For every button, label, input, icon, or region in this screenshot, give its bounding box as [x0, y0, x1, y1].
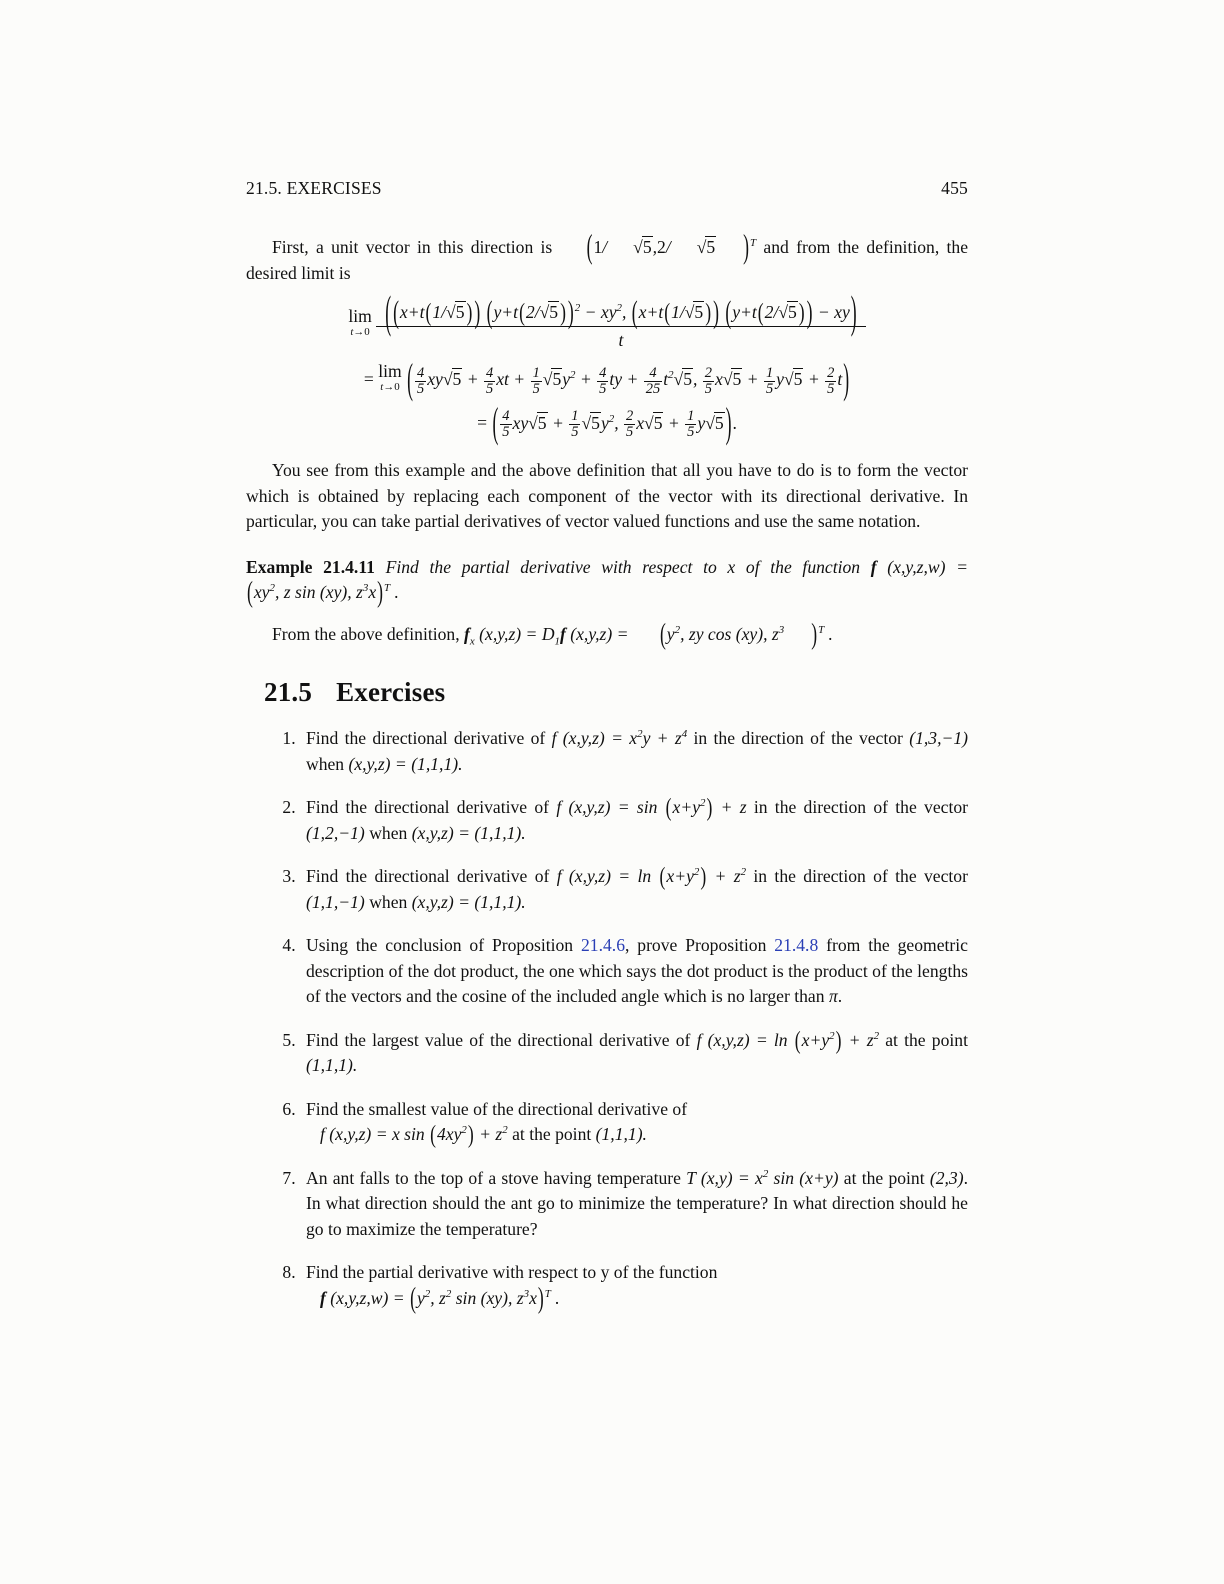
exercise-7-point: (2,3) [929, 1167, 964, 1188]
exercise-1-function: f $(x,y,z) = x^2y + z^4$ [551, 728, 688, 749]
exercise-7-text-b: at the point [843, 1167, 925, 1188]
paragraph-first-unit-vector [246, 227, 969, 286]
exercise-5-point: (1,1,1). [306, 1055, 358, 1076]
exercise-item-2 [300, 792, 968, 846]
exercise-4-text-c: from the geometric description of the dot product, the one which says the dot product is the product of the lengths of the vectors and the cosine of the included angle which is no larger than [306, 935, 968, 1007]
exercise-5-text-b: at the point [885, 1029, 968, 1050]
example-text: Find the partial derivative with respect to x of the function [385, 556, 861, 577]
exercise-2-point: (x,y,z) = (1,1,1). [411, 822, 526, 843]
limit-operator-1: lim t→0 [348, 306, 372, 338]
paragraph-first-text-b: and from the definition, the desired limit is [246, 237, 969, 283]
exercise-1-text-c: when [306, 753, 345, 774]
exercise-3-text-c: when [369, 891, 408, 912]
exercise-3-text-a: Find the directional derivative of [306, 866, 550, 887]
limit-body-2: ( $\frac{4}{5}$ xy√5 + $\frac{4}{5}$ xt + $\frac{1}{5}$ $√5y^2$ + $\frac{4}{5}$ ty + $\frac{4}{25}$ $t^2√5$, $\frac{2}{5}$ x√5 + $\frac{1}{5}$ y√5 + $\frac{2}{5}$ t) [407, 354, 850, 403]
paragraph-from-definition [246, 616, 968, 651]
exercise-item-6 [300, 1097, 968, 1148]
exercise-item-4 [300, 933, 968, 1010]
limit-result: ( $\frac{4}{5}$ xy√5 + $\frac{1}{5}$ $√5y^2$, $\frac{2}{5}$ x√5 + $\frac{1}{5}$ y√5 ). [492, 397, 737, 446]
display-equation-1 [246, 285, 968, 351]
exercise-6-text-b: at the point [512, 1124, 592, 1145]
display-equation-3: = ( $\frac{4}{5}$ xy√5 + $\frac{1}{5}$ $√5y^2$, $\frac{2}{5}$ x√5 + $\frac{1}{5}$ y√5 ). [477, 397, 737, 446]
from-definition-text: From the above definition, [272, 623, 460, 644]
running-header-section: 21.5. EXERCISES [246, 178, 382, 198]
exercise-item-3 [300, 861, 968, 915]
page-content [246, 178, 968, 1329]
exercise-1-text-b: in the direction of the vector [693, 728, 903, 749]
section-number: 21.5 [264, 677, 313, 708]
example-function: f (x,y,z,w) = [870, 556, 968, 577]
exercise-4-period: . [837, 986, 843, 1007]
exercise-8-math-line [320, 1280, 968, 1315]
exercise-4-text-a: Using the conclusion of Proposition [306, 935, 574, 956]
page-number: 455 [941, 178, 968, 198]
exercise-6-point: (1,1,1). [595, 1124, 647, 1145]
partial-derivative-result: $f_x$ $(x,y,z) = D_1f$ $(x,y,z) = (y^2$, zy cos (xy), $z^3$ )$^T$ . [464, 616, 833, 651]
exercise-7-text-a: An ant falls to the top of a stove having temperature [306, 1167, 681, 1188]
exercise-8-function: f $(x,y,z,w) = (y^2$, $z^2$ sin (xy), $z^3x)^T$ . [320, 1280, 560, 1315]
exercise-5-text-a: Find the largest value of the directional derivative of [306, 1029, 691, 1050]
example-21-4-11 [246, 555, 968, 609]
limit-operator-2: lim t→0 [378, 361, 402, 393]
paragraph-explanation: You see from this example and the above definition that all you have to do is to form the vector which is obtained by replacing each component of the vector with its directional derivative. In particular, you can take partial derivatives of vector valued functions and use the same notation. [246, 460, 968, 532]
exercise-2-function: f $(x,y,z) = \sin (x+y^2) + z$ [556, 792, 747, 822]
proposition-ref-21-4-6[interactable]: 21.4.6 [581, 935, 625, 956]
section-title [264, 677, 968, 708]
example-label: Example 21.4.11 [246, 556, 375, 577]
running-header [246, 178, 968, 199]
section-name: Exercises [336, 677, 446, 708]
paragraph-first-text-a: First, a unit vector in this direction is [272, 237, 553, 257]
exercise-2-vector: (1,2,−1) [306, 822, 365, 843]
exercise-7-text-c: . In what direction should the ant go to minimize the temperature? In what direction should he go to maximize the temperature? [306, 1167, 968, 1239]
exercise-3-function: f $(x,y,z) = \ln (x+y^2) + z^2$ [556, 861, 747, 891]
exercise-1-vector: (1,3,−1) [909, 728, 969, 749]
exercise-item-1 [300, 726, 968, 777]
example-function-value: ($xy^2$, z sin (xy), $z^3x)^T$ . [247, 574, 399, 609]
exercise-item-7 [300, 1166, 968, 1243]
inline-math-unit-vector: (1/ √5,2/ √5 )$^T$ [586, 227, 757, 266]
exercise-7-function: T $(x,y) = x^2$ sin (x+y) [686, 1167, 839, 1188]
exercise-8-text-a: 8. Find the partial derivative with respect to y of the function [306, 1262, 718, 1283]
limit-fraction-1: ( (x+t(1/√5 ) ) (y+t(2/√5 ) )$^2 - xy^2$, (x+t(1/√5 ) ) (y+t(2/√5 ) ) − xy) t [376, 302, 865, 351]
exercise-list [246, 726, 969, 1315]
exercise-5-function: f $(x,y,z) = \ln (x+y^2) + z^2$ [696, 1024, 880, 1054]
exercise-4-pi: π [828, 986, 838, 1007]
exercise-1-point: (x,y,z) = (1,1,1). [348, 753, 463, 774]
exercise-1-text-a: Find the directional derivative of [306, 728, 546, 749]
exercise-2-text-a: Find the directional derivative of [306, 797, 550, 818]
proposition-ref-21-4-8[interactable]: 21.4.8 [774, 935, 819, 956]
exercise-3-point: (x,y,z) = (1,1,1). [411, 891, 526, 912]
exercise-item-5 [300, 1024, 968, 1079]
exercise-6-function: f (x,y,z) = x $\sin (4xy^2) + z^2$ [320, 1119, 508, 1149]
exercise-6-text-a: 6. Find the smallest value of the directional derivative of [306, 1098, 688, 1119]
exercise-6-math-line [320, 1119, 968, 1149]
exercise-2-text-b: in the direction of the vector [753, 797, 968, 818]
exercise-4-text-b: , prove Proposition [624, 935, 767, 956]
exercise-3-vector: (1,1,−1) [306, 891, 365, 912]
display-equation-2: = lim t→0 ( $\frac{4}{5}$ xy√5 + $\frac{4}{5}$ xt + $\frac{1}{5}$ $√5y^2$ + $\frac{4}{5}$ ty + $\frac{4}{25}$ $t^2√5$, $\frac{2}{5}$ x√5 + $\frac{1}{5}$ y√5 + $\frac{2}{5}$ t) [363, 354, 850, 403]
exercise-3-text-b: in the direction of the vector [753, 866, 968, 887]
exercise-2-text-c: when [369, 822, 408, 843]
exercise-item-8 [300, 1260, 968, 1315]
